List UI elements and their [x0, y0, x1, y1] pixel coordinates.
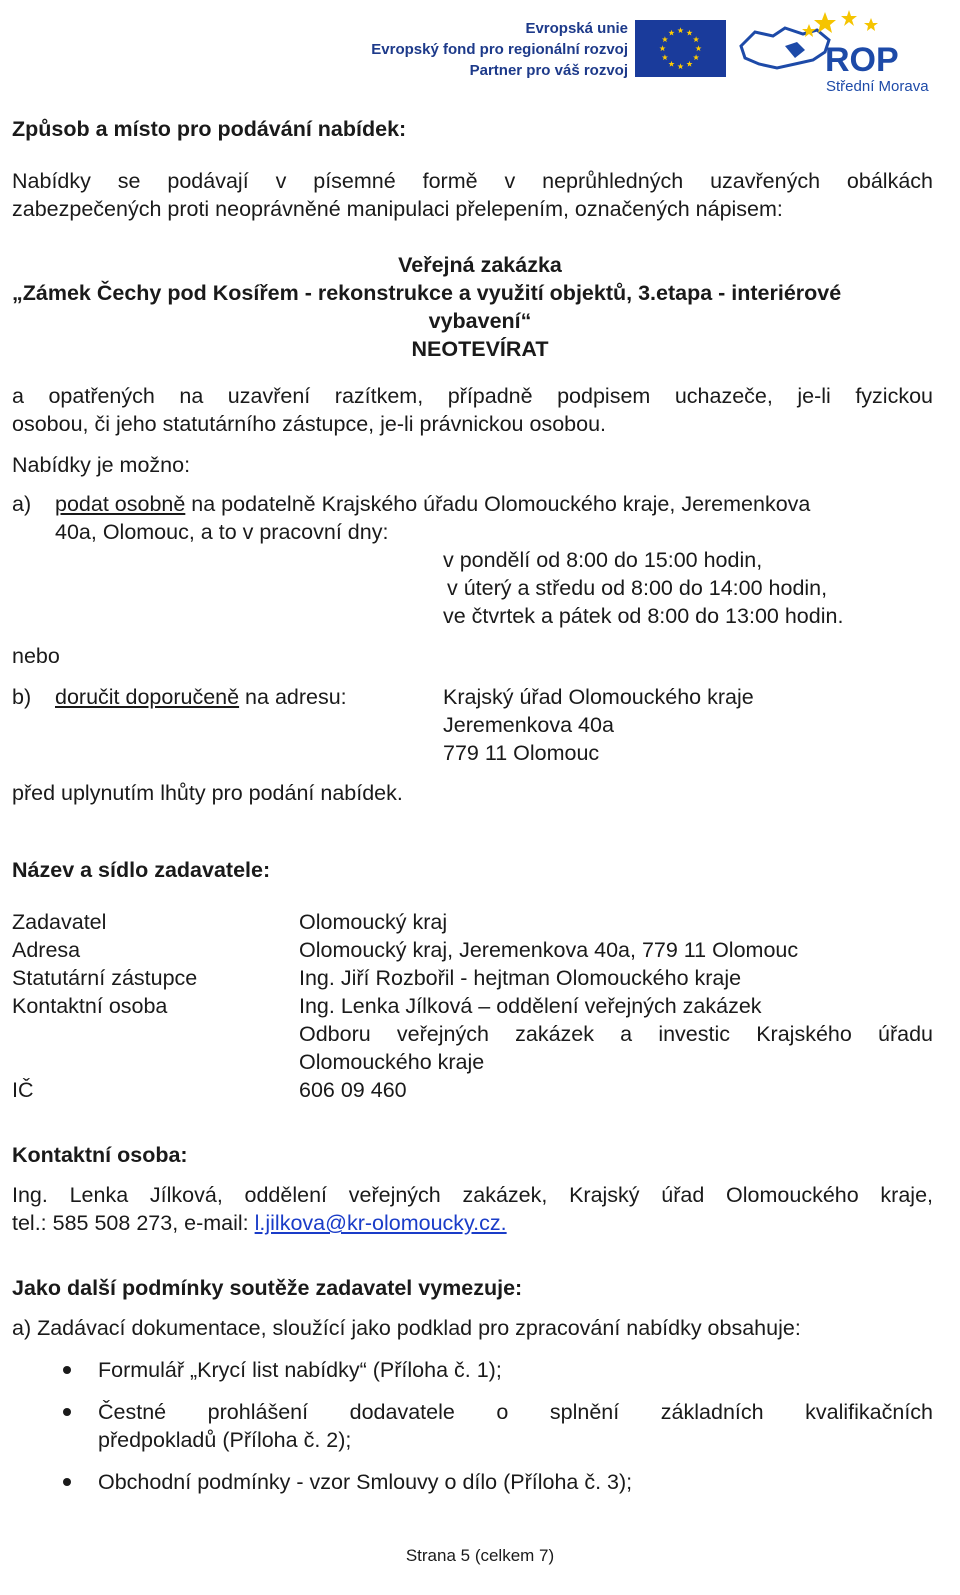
- email-link[interactable]: l.jilkova@kr-olomoucky.cz.: [254, 1211, 507, 1235]
- address-line: Jeremenkova 40a: [443, 713, 614, 737]
- list-item-continued: předpokladů (Příloha č. 2);: [98, 1428, 352, 1452]
- eu-star-icon: [693, 36, 699, 42]
- info-value: Olomoucký kraj, Jeremenkova 40a, 779 11 Olomouc: [299, 938, 799, 962]
- eu-line-2: Evropský fond pro regionální rozvoj: [371, 41, 628, 58]
- info-value: Ing. Lenka Jílková – oddělení veřejných zakázek: [299, 994, 762, 1018]
- info-value-continued: Odboru veřejných zakázek a investic Krajského úřadu: [299, 1022, 933, 1046]
- eu-flag-icon: [635, 20, 726, 77]
- envelope-label: vybavení“: [428, 309, 532, 333]
- option-a-emphasis: podat osobně: [55, 492, 186, 516]
- bullet-icon: [63, 1366, 71, 1374]
- info-label: Kontaktní osoba: [12, 994, 168, 1018]
- info-label: IČ: [12, 1078, 34, 1102]
- eu-star-icon: [668, 30, 674, 36]
- envelope-label-do-not-open: NEOTEVÍRAT: [411, 337, 549, 361]
- info-value: Ing. Jiří Rozbořil - hejtman Olomouckého kraje: [299, 966, 742, 990]
- envelope-label: Veřejná zakázka: [398, 253, 562, 277]
- envelope-label: „Zámek Čechy pod Kosířem - rekonstrukce a využití objektů, 3.etapa - interiérové: [12, 281, 842, 305]
- eu-logo-text: [370, 18, 628, 81]
- conjunction: nebo: [12, 644, 60, 668]
- list-marker: a): [12, 492, 32, 516]
- section-heading-contracting-authority: Název a sídlo zadavatele:: [12, 858, 271, 882]
- eu-line-1: Evropská unie: [525, 20, 628, 37]
- contact-line-2: [12, 1209, 507, 1237]
- conditions-item-a: a) Zadávací dokumentace, sloužící jako podklad pro zpracování nabídky obsahuje:: [12, 1316, 801, 1340]
- eu-star-icon: [677, 27, 683, 33]
- paragraph-line: Nabídky se podávají v písemné formě v neprůhledných uzavřených obálkách: [12, 169, 933, 193]
- address-line: 779 11 Olomouc: [443, 741, 600, 765]
- eu-stars-icon: [635, 20, 726, 77]
- option-a-text: na podatelně Krajského úřadu Olomouckého kraje, Jeremenkova: [185, 492, 811, 516]
- info-label: Statutární zástupce: [12, 966, 198, 990]
- deadline-note: před uplynutím lhůty pro podání nabídek.: [12, 781, 403, 805]
- contact-phone-text: tel.: 585 508 273, e-mail:: [12, 1211, 255, 1235]
- eu-star-icon: [686, 61, 692, 67]
- page-number: Strana 5 (celkem 7): [405, 1546, 555, 1565]
- office-hours: ve čtvrtek a pátek od 8:00 do 13:00 hodin.: [443, 604, 844, 628]
- info-label: Zadavatel: [12, 910, 107, 934]
- list-item: Formulář „Krycí list nabídky“ (Příloha č. 1);: [98, 1358, 502, 1382]
- eu-star-icon: [668, 61, 674, 67]
- info-value: Olomoucký kraj: [299, 910, 448, 934]
- rop-logo: [733, 6, 933, 96]
- info-value-continued: Olomouckého kraje: [299, 1050, 485, 1074]
- option-b-emphasis: doručit doporučeně: [55, 685, 240, 709]
- paragraph-line: zabezpečených proti neoprávněné manipulaci přelepením, označených nápisem:: [12, 197, 783, 221]
- contact-line: Ing. Lenka Jílková, oddělení veřejných zakázek, Krajský úřad Olomouckého kraje,: [12, 1183, 933, 1207]
- option-b-text: na adresu:: [239, 685, 347, 709]
- list-marker: b): [12, 685, 32, 709]
- list-item: Obchodní podmínky - vzor Smlouvy o dílo (Příloha č. 3);: [98, 1470, 633, 1494]
- office-hours: v úterý a středu od 8:00 do 14:00 hodin,: [447, 576, 828, 600]
- address-line: Krajský úřad Olomouckého kraje: [443, 685, 754, 709]
- info-label: Adresa: [12, 938, 81, 962]
- option-a-line-2: 40a, Olomouc, a to v pracovní dny:: [55, 520, 389, 544]
- paragraph-line: osobou, či jeho statutárního zástupce, je-li právnickou osobou.: [12, 412, 607, 436]
- list-item: Čestné prohlášení dodavatele o splnění základních kvalifikačních: [98, 1400, 933, 1424]
- rop-logo-text: ROP: [825, 41, 899, 79]
- section-heading-submission: Způsob a místo pro podávání nabídek:: [12, 117, 407, 141]
- bullet-icon: [63, 1408, 71, 1416]
- paragraph-line: a opatřených na uzavření razítkem, případně podpisem uchazeče, je-li fyzickou: [12, 384, 933, 408]
- eu-star-icon: [693, 54, 699, 60]
- eu-star-icon: [662, 54, 668, 60]
- eu-line-3: Partner pro váš rozvoj: [469, 62, 628, 79]
- option-b-line: [55, 683, 347, 711]
- eu-star-icon: [677, 63, 683, 69]
- rop-logo-subtitle: Střední Morava: [826, 78, 929, 95]
- options-intro: Nabídky je možno:: [12, 453, 191, 477]
- eu-star-icon: [662, 36, 668, 42]
- section-heading-contact-person: Kontaktní osoba:: [12, 1143, 188, 1167]
- info-value: 606 09 460: [299, 1078, 407, 1102]
- eu-star-icon: [695, 45, 701, 51]
- option-a-line: [55, 490, 810, 518]
- bullet-icon: [63, 1478, 71, 1486]
- section-heading-conditions: Jako další podmínky soutěže zadavatel vymezuje:: [12, 1276, 523, 1300]
- office-hours: v pondělí od 8:00 do 15:00 hodin,: [443, 548, 763, 572]
- eu-star-icon: [659, 45, 665, 51]
- eu-star-icon: [686, 30, 692, 36]
